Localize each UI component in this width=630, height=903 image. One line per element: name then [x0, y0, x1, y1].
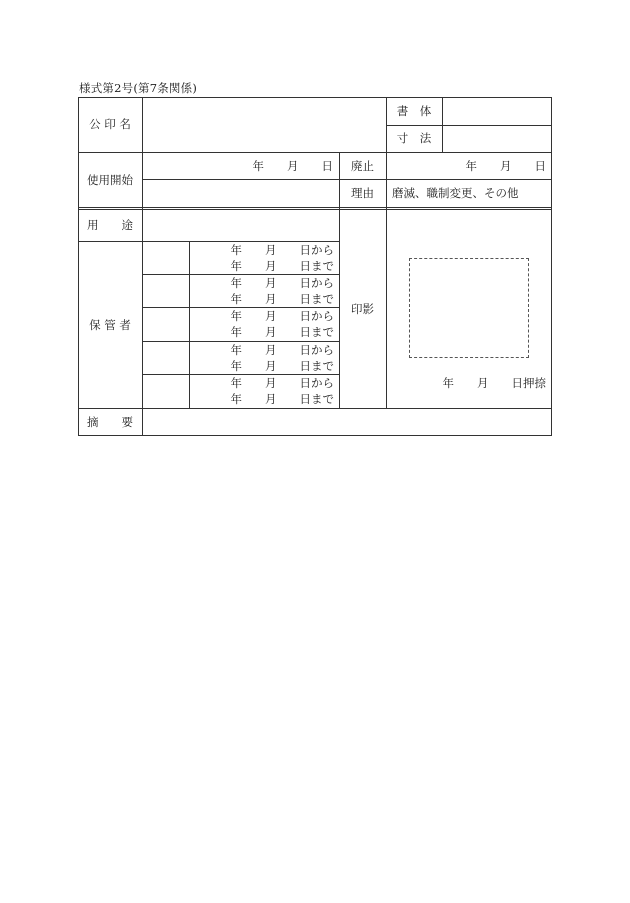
- custodian-to-date[interactable]: 年 月 日まで: [230, 292, 334, 306]
- summary-label: 摘 要: [87, 415, 133, 429]
- size-label: 寸 法: [396, 131, 432, 145]
- style-label: 書 体: [396, 104, 432, 118]
- divider: [78, 207, 552, 208]
- custodian-from-date[interactable]: 年 月 日から: [230, 243, 334, 257]
- custodian-to-date[interactable]: 年 月 日まで: [230, 392, 334, 406]
- border-top: [78, 97, 552, 98]
- border-right: [551, 97, 552, 436]
- reason-label: 理由: [351, 186, 374, 200]
- abolish-date[interactable]: 年 月 日: [465, 159, 546, 173]
- divider: [142, 179, 552, 180]
- seal-name-label: 公 印 名: [89, 117, 131, 131]
- impression-label: 印影: [351, 302, 374, 316]
- custodian-to-date[interactable]: 年 月 日まで: [230, 359, 334, 373]
- start-use-date[interactable]: 年 月 日: [252, 159, 333, 173]
- divider: [78, 241, 339, 242]
- stamp-date[interactable]: 年 月 日押捺: [442, 376, 546, 390]
- divider: [142, 374, 339, 375]
- divider: [78, 408, 552, 409]
- purpose-label: 用 途: [87, 218, 133, 232]
- custodian-to-date[interactable]: 年 月 日まで: [230, 325, 334, 339]
- border-left: [78, 97, 79, 436]
- custodian-from-date[interactable]: 年 月 日から: [230, 376, 334, 390]
- seal-registry-form: [78, 97, 552, 436]
- stamp-area[interactable]: [409, 258, 529, 358]
- divider: [78, 152, 552, 153]
- custodian-from-date[interactable]: 年 月 日から: [230, 343, 334, 357]
- divider: [442, 97, 443, 152]
- divider: [142, 97, 143, 436]
- divider: [142, 274, 339, 275]
- reason-value: 磨滅、職制変更、その他: [392, 186, 519, 200]
- custodian-label: 保 管 者: [89, 318, 131, 332]
- start-use-label: 使用開始: [87, 173, 133, 187]
- divider: [142, 307, 339, 308]
- divider: [78, 209, 552, 210]
- border-bottom: [78, 435, 552, 436]
- custodian-from-date[interactable]: 年 月 日から: [230, 309, 334, 323]
- form-number: 様式第2号(第7条関係): [79, 81, 198, 95]
- divider: [386, 125, 552, 126]
- custodian-to-date[interactable]: 年 月 日まで: [230, 259, 334, 273]
- divider: [142, 341, 339, 342]
- abolish-label: 廃止: [351, 159, 374, 173]
- custodian-from-date[interactable]: 年 月 日から: [230, 276, 334, 290]
